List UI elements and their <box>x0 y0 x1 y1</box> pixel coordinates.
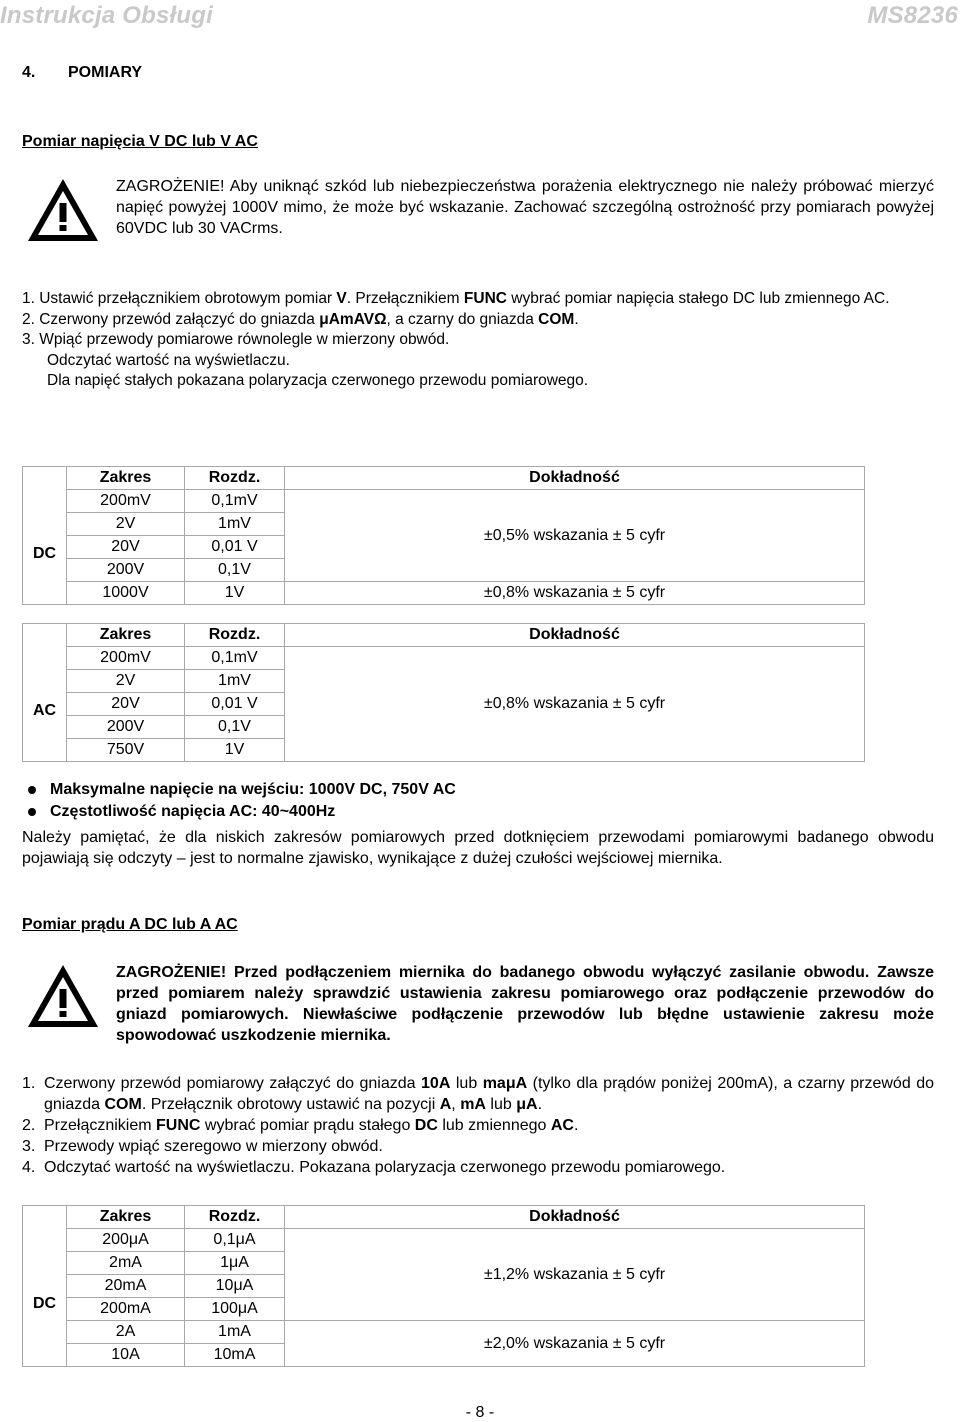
step-text: Przewody wpiąć szeregowo w mierzony obwód. <box>44 1138 383 1155</box>
range-cell: 200mA <box>67 1298 185 1321</box>
step-text: Przełącznikiem FUNC wybrać pomiar prądu stałego DC lub zmiennego AC. <box>44 1117 579 1134</box>
step-text: Czerwony przewód pomiarowy załączyć do gniazda 10A lub maμA (tylko dla prądów poniżej 200mA), a czarny przewód do gniazda COM. Przełącznik obrotowy ustawić na pozycji A, mA lub μA. <box>44 1075 934 1113</box>
voltage-step-5: Dla napięć stałych pokazana polaryzacja czerwonego przewodu pomiarowego. <box>47 372 589 389</box>
dc-voltage-table <box>22 466 865 605</box>
resolution-header: Rozdz. <box>185 1206 285 1229</box>
resolution-cell: 1μA <box>185 1252 285 1275</box>
current-step-1 <box>22 1073 934 1115</box>
resolution-cell: 0,01 V <box>185 536 285 559</box>
range-cell: 200V <box>67 559 185 582</box>
ac-voltage-table <box>22 623 865 762</box>
step-number: 3. <box>22 1138 36 1155</box>
range-cell: 2mA <box>67 1252 185 1275</box>
range-header: Zakres <box>67 624 185 647</box>
resolution-header: Rozdz. <box>185 624 285 647</box>
step-bold: μAmAVΩ <box>319 310 387 328</box>
current-step-3 <box>22 1136 934 1157</box>
dc-current-table <box>22 1205 865 1367</box>
warning-triangle-icon <box>26 176 100 244</box>
range-cell: 750V <box>67 739 185 762</box>
warning-triangle-icon <box>26 962 100 1030</box>
sensitivity-note: Należy pamiętać, że dla niskich zakresów pomiarowych przed dotknięciem przewodami pomiarowymi badanego obwodu pojawiają się odczyty – jest to normalne zjawisko, wynikające z dużej czułości wejściowej miernika. <box>22 829 934 867</box>
current-warning <box>116 962 934 1046</box>
step-text: , a czarny do gniazda <box>386 310 539 328</box>
warning-text: Aby uniknąć szkód lub niebezpieczeństwa porażenia elektrycznego nie należy próbować mierzyć napięć powyżej 1000V mimo, że może być wskazanie. Zachować szczególną ostrożność przy pomiarach powyżej 60VDC lub 30 VACrms. <box>116 178 934 237</box>
range-cell: 2A <box>67 1321 185 1344</box>
voltage-heading: Pomiar napięcia V DC lub V AC <box>22 133 258 150</box>
step-number: 4. <box>22 1159 36 1176</box>
range-header: Zakres <box>67 467 185 490</box>
current-step-4 <box>22 1157 934 1178</box>
accuracy-header: Dokładność <box>285 1206 865 1229</box>
section-heading <box>22 64 142 82</box>
resolution-cell: 100μA <box>185 1298 285 1321</box>
resolution-cell: 0,1V <box>185 716 285 739</box>
mode-cell: DC <box>23 467 67 605</box>
resolution-cell: 0,1μA <box>185 1229 285 1252</box>
voltage-step-1 <box>22 289 934 310</box>
section-number: 4. <box>22 64 36 81</box>
step-text: . <box>574 310 579 328</box>
step-number: 1. <box>22 1075 36 1092</box>
resolution-header: Rozdz. <box>185 467 285 490</box>
resolution-cell: 0,1mV <box>185 647 285 670</box>
mode-cell: AC <box>23 624 67 762</box>
document-title: Instrukcja Obsługi <box>0 2 213 29</box>
accuracy-cell: ±0,8% wskazania ± 5 cyfr <box>285 582 865 605</box>
current-heading: Pomiar prądu A DC lub A AC <box>22 916 238 933</box>
bullet-item <box>24 801 456 823</box>
model-name: MS8236 <box>867 2 958 29</box>
current-steps <box>22 1073 934 1178</box>
accuracy-header: Dokładność <box>285 467 865 490</box>
accuracy-cell: ±2,0% wskazania ± 5 cyfr <box>285 1321 865 1367</box>
range-cell: 20V <box>67 536 185 559</box>
step-text: 2. Czerwony przewód załączyć do gniazda <box>22 310 320 328</box>
resolution-cell: 0,1V <box>185 559 285 582</box>
range-cell: 200mV <box>67 647 185 670</box>
range-cell: 20V <box>67 693 185 716</box>
current-step-2 <box>22 1115 934 1136</box>
resolution-cell: 1mV <box>185 513 285 536</box>
step-text: 1. Ustawić przełącznikiem obrotowym pomiar <box>22 290 337 307</box>
voltage-warning <box>116 176 934 239</box>
bullet-icon <box>28 808 36 816</box>
resolution-cell: 10μA <box>185 1275 285 1298</box>
range-cell: 2V <box>67 513 185 536</box>
step-text: Odczytać wartość na wyświetlaczu. Pokazana polaryzacja czerwonego przewodu pomiarowego. <box>44 1159 726 1176</box>
range-cell: 2V <box>67 670 185 693</box>
step-bold: FUNC <box>463 290 507 307</box>
range-cell: 10A <box>67 1344 185 1367</box>
range-cell: 200V <box>67 716 185 739</box>
resolution-cell: 0,01 V <box>185 693 285 716</box>
page-number: - 8 - <box>465 1404 495 1421</box>
warning-label: ZAGROŻENIE! <box>116 964 227 981</box>
warning-text: Przed podłączeniem miernika do badanego obwodu wyłączyć zasilanie obwodu. Zawsze przed pomiarem należy sprawdzić ustawienia zakresu pomiarowego oraz podłączenie przewodów do gniazd pomiarowych. Niewłaściwe podłączenie przewodów lub błędne ustawienie zakresu może spowodować uszkodzenie miernika. <box>116 964 934 1044</box>
resolution-cell: 1mA <box>185 1321 285 1344</box>
step-text: wybrać pomiar napięcia stałego DC lub zmiennego AC. <box>506 290 890 307</box>
section-title: POMIARY <box>68 64 143 81</box>
resolution-cell: 1mV <box>185 670 285 693</box>
accuracy-cell: ±1,2% wskazania ± 5 cyfr <box>285 1229 865 1321</box>
resolution-cell: 1V <box>185 582 285 605</box>
range-cell: 200μA <box>67 1229 185 1252</box>
range-header: Zakres <box>67 1206 185 1229</box>
warning-label: ZAGROŻENIE! <box>116 178 225 195</box>
step-bold: V <box>336 290 347 307</box>
step-number: 2. <box>22 1117 36 1134</box>
resolution-cell: 0,1mV <box>185 490 285 513</box>
range-cell: 20mA <box>67 1275 185 1298</box>
step-text: . Przełącznikiem <box>346 290 464 307</box>
accuracy-cell: ±0,8% wskazania ± 5 cyfr <box>285 647 865 762</box>
accuracy-cell: ±0,5% wskazania ± 5 cyfr <box>285 490 865 582</box>
voltage-step-3: 3. Wpiąć przewody pomiarowe równolegle w mierzony obwód. <box>22 331 450 348</box>
bullet-item <box>24 779 456 801</box>
voltage-step-4: Odczytać wartość na wyświetlaczu. <box>47 351 290 369</box>
voltage-step-2 <box>22 310 934 331</box>
bullet-text: Maksymalne napięcie na wejściu: 1000V DC, 750V AC <box>50 781 456 798</box>
bullet-icon <box>28 786 36 794</box>
bullet-text: Częstotliwość napięcia AC: 40~400Hz <box>50 803 336 820</box>
resolution-cell: 1V <box>185 739 285 762</box>
range-cell: 1000V <box>67 582 185 605</box>
resolution-cell: 10mA <box>185 1344 285 1367</box>
accuracy-header: Dokładność <box>285 624 865 647</box>
mode-cell: DC <box>23 1206 67 1367</box>
spec-bullets <box>24 779 456 823</box>
step-bold: COM <box>538 310 575 328</box>
range-cell: 200mV <box>67 490 185 513</box>
voltage-steps <box>22 289 934 392</box>
